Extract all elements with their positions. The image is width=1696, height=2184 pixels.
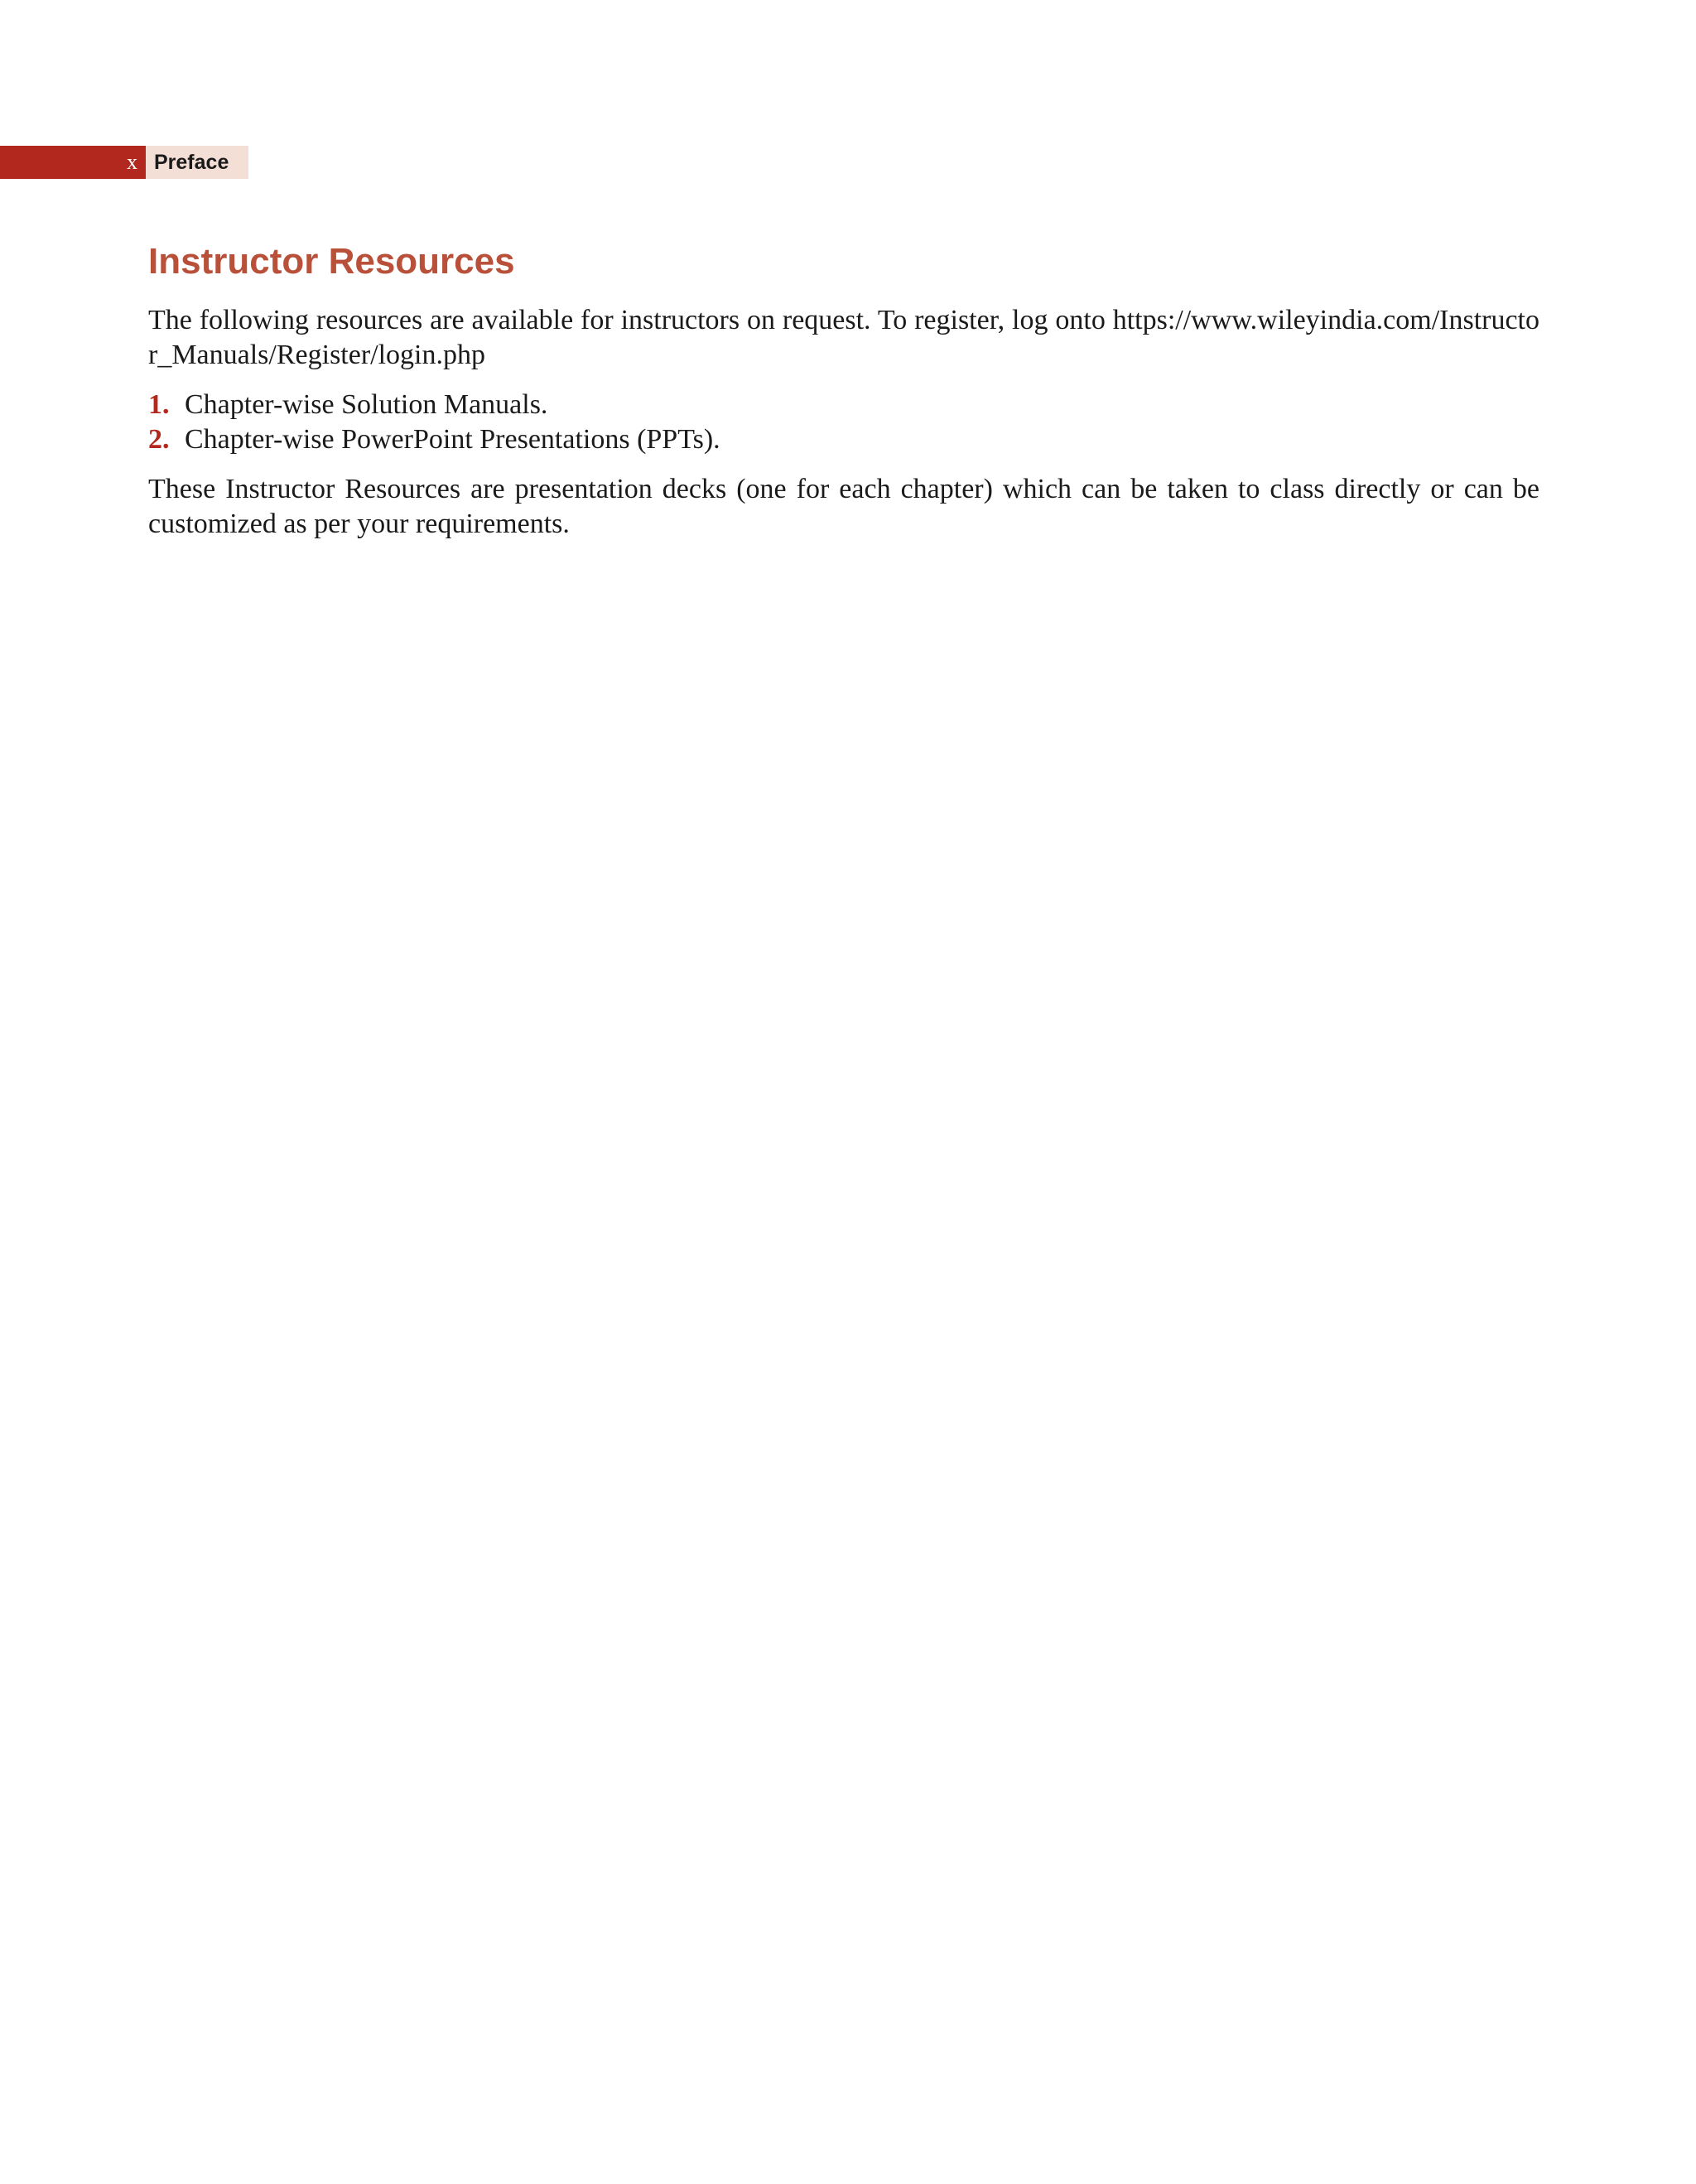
page-number: x xyxy=(0,146,146,179)
intro-text: The following resources are available for instructors on request. To register, log onto xyxy=(148,305,1113,335)
section-heading: Instructor Resources xyxy=(148,241,515,282)
page-body xyxy=(148,239,1539,542)
list-item-text: Chapter-wise Solution Manuals. xyxy=(185,389,548,420)
section-label: Preface xyxy=(146,146,248,179)
list-item xyxy=(148,388,1539,422)
registration-url[interactable]: https://www.wileyindia.com/Instructor_Manuals/Register/login.php xyxy=(148,305,1539,370)
list-item-text: Chapter-wise PowerPoint Presentations (PPTs). xyxy=(185,424,720,455)
list-item-number: 1. xyxy=(148,389,170,420)
running-header xyxy=(0,146,248,179)
list-item xyxy=(148,422,1539,457)
closing-paragraph: These Instructor Resources are presentation decks (one for each chapter) which can be taken to class directly or can be customized as per your requirements. xyxy=(148,474,1539,539)
resource-list xyxy=(148,388,1539,457)
list-item-number: 2. xyxy=(148,424,170,455)
intro-paragraph xyxy=(148,303,1539,373)
